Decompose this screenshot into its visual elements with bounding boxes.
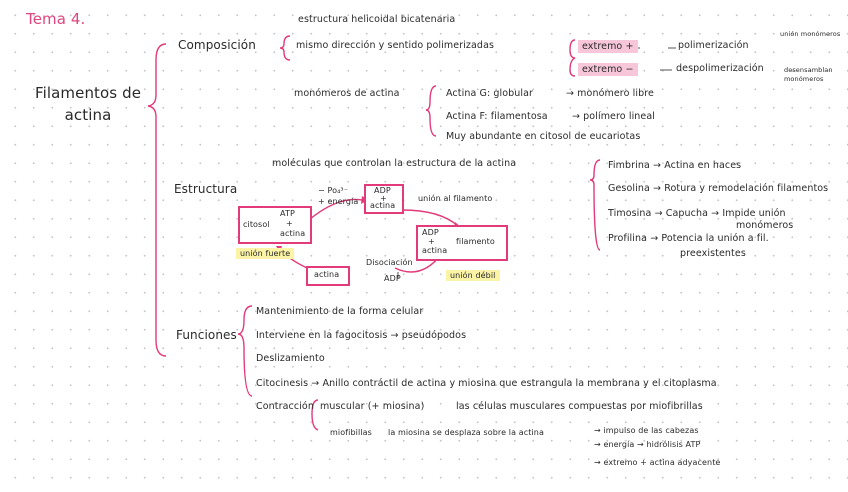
protein-timosina <box>608 208 786 219</box>
polimerizacion: polimerización <box>678 40 749 51</box>
actina-label: actina <box>280 229 306 238</box>
protein-profilina <box>608 233 769 244</box>
energia-label: + energía <box>318 197 359 206</box>
actina-label: actina <box>422 246 448 255</box>
adp-out-label: ADP <box>384 274 401 283</box>
actina-label: actina <box>370 201 396 210</box>
funcion-item: Deslizamiento <box>256 353 325 364</box>
page-title: Tema 4. <box>26 10 86 28</box>
miofibrillas-label: miofibillas <box>330 428 372 437</box>
monomero-libre: → monómero libre <box>566 88 654 99</box>
protein-desc: → Rotura y remodelación filamentos <box>653 183 829 194</box>
polimero-lineal: → polímero lineal <box>572 111 656 122</box>
section-composicion: Composición <box>178 38 256 52</box>
protein-desc: → Actina en haces <box>653 160 742 171</box>
impulso-cabezas: → impulso de las cabezas <box>594 426 699 435</box>
actina-g: Actina G: globular <box>446 88 534 99</box>
funcion-item: Citocinesis → Anillo contráctil de actina y miosina que estrangula la membrana y el citoplasma <box>256 378 717 389</box>
atp-label: ATP <box>280 209 295 218</box>
adp-label: ADP <box>422 228 439 237</box>
funcion-item: Mantenimiento de la forma celular <box>256 306 424 317</box>
union-al-filamento: unión al filamento <box>418 194 493 203</box>
profilina-extra: preexistentes <box>680 248 746 259</box>
energia-hidrolisis: → energía → hidrólisis ATP <box>594 440 701 449</box>
abundante: Muy abundante en citosol de eucariotas <box>446 131 641 142</box>
monomeros-actina: monómeros de actina <box>294 88 400 99</box>
extremo-actina: → extremo + actina adyacente <box>594 458 721 467</box>
protein-desc: → Potencia la unión a fil. <box>650 233 769 244</box>
actina-label: actina <box>314 270 340 279</box>
protein-desc: → Capucha → Impide unión <box>654 208 786 219</box>
section-estructura: Estructura <box>174 182 238 196</box>
actina-box <box>306 266 350 286</box>
union-monomeros: unión monómeros <box>780 30 841 38</box>
extremo-plus: extremo + <box>578 40 638 53</box>
topic-title <box>28 82 148 126</box>
mismo-direccion: mismo dirección y sentido polimerizadas <box>296 40 495 51</box>
citosol-label: citosol <box>243 220 270 229</box>
adp-label: ADP <box>374 186 391 195</box>
muscular-label: muscular (+ miosina) <box>320 401 425 412</box>
timosina-extra: monómeros <box>736 220 794 231</box>
plus-sign: + <box>380 194 387 203</box>
funcion-item: Interviene en la fagocitosis → pseudópodos <box>256 330 467 341</box>
adp-actina-box <box>364 184 404 214</box>
topic-text: Filamentos de actina <box>34 84 142 124</box>
adp-filamento-box <box>416 225 508 261</box>
protein-fimbrina <box>608 160 741 171</box>
protein-name: Fimbrina <box>608 160 650 171</box>
po4-label: − Po₄³⁻ <box>318 186 349 195</box>
protein-gesolina <box>608 183 828 194</box>
filamento-label: filamento <box>456 237 495 246</box>
celulas-musculares: las células musculares compuestas por miofibrillas <box>456 401 703 412</box>
miosina-desplaza: la miosina se desplaza sobre la actina <box>388 428 544 437</box>
despolimerizacion: despolimerización <box>676 63 764 74</box>
union-fuerte-label: unión fuerte <box>236 248 294 259</box>
disociacion-label: Disociación <box>366 258 413 267</box>
contraccion-label: Contracción <box>256 401 314 412</box>
extremo-minus: extremo − <box>578 63 638 76</box>
desensamblan: desensamblan monómeros <box>784 66 833 83</box>
atp-actina-box <box>238 206 312 244</box>
union-debil-label: unión débil <box>446 270 500 281</box>
plus-sign: + <box>286 219 293 228</box>
protein-name: Timosina <box>608 208 652 219</box>
protein-name: Gesolina <box>608 183 650 194</box>
section-funciones: Funciones <box>176 328 237 342</box>
moleculas-controlan: moléculas que controlan la estructura de la actina <box>272 158 517 169</box>
protein-name: Profilina <box>608 233 648 244</box>
plus-sign: + <box>428 237 435 246</box>
actina-f: Actina F: filamentosa <box>446 111 548 122</box>
estructura-helicoidal: estructura helicoidal bicatenaria <box>298 14 456 25</box>
